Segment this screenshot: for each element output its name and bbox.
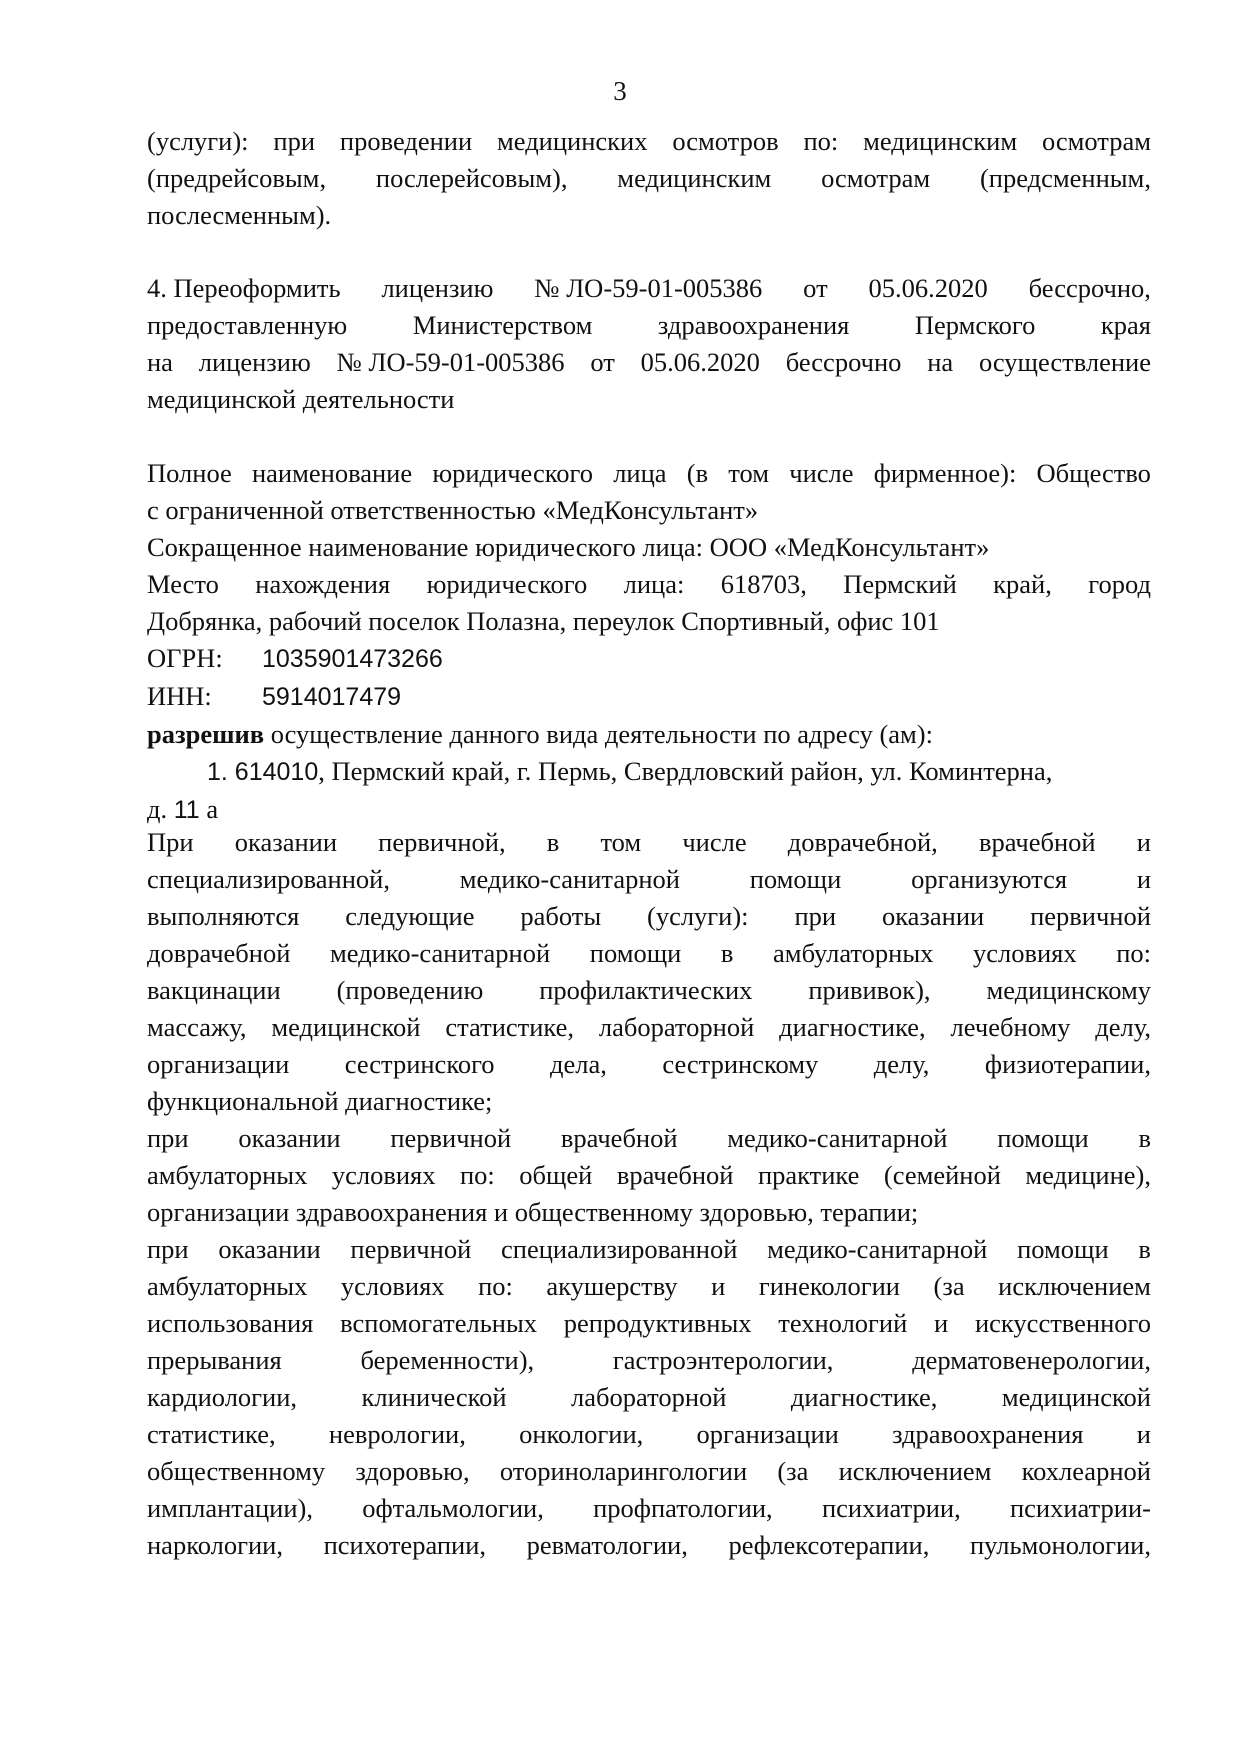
word: исключением (998, 1271, 1151, 1301)
word: акушерству (546, 1271, 678, 1301)
word: (проведению (336, 975, 484, 1005)
address-prefix: 1. 614010 (207, 758, 319, 786)
word: статистике, (147, 1419, 276, 1449)
word: пульмонологии, (969, 1530, 1151, 1560)
ogrn-value: 1035901473266 (262, 645, 443, 673)
word: оказании (234, 827, 337, 857)
word: оказании (218, 1234, 321, 1264)
word: медико-санитарной (329, 938, 551, 968)
word: предоставленную (147, 310, 348, 340)
word: по: (803, 126, 839, 156)
word: при (147, 1123, 189, 1153)
word: ревматологии, (526, 1530, 688, 1560)
word: амбулаторных (773, 938, 934, 968)
word: город (1088, 569, 1151, 599)
word: Пермского (914, 310, 1036, 340)
word: помощи (997, 1123, 1089, 1153)
word: массажу, (147, 1012, 247, 1042)
word: лечебному (950, 1012, 1071, 1042)
word: сестринского (344, 1049, 495, 1079)
word: психотерапии, (323, 1530, 487, 1560)
word: в (720, 938, 734, 968)
word: (за (933, 1271, 965, 1301)
word: первичной (350, 1234, 472, 1264)
address-line-1 (147, 753, 1151, 791)
word: медико-санитарной (459, 864, 680, 894)
word: медицинскому (986, 975, 1151, 1005)
page-number: 3 (613, 76, 627, 106)
word: организации (147, 1049, 290, 1079)
word: числе (789, 458, 854, 488)
word: лицензию (381, 273, 494, 303)
full-name-line-1 (147, 455, 1151, 492)
services-line (147, 1046, 1151, 1083)
word: врачебной (616, 1160, 734, 1190)
word: врачебной (560, 1123, 678, 1153)
word: кохлеарной (1021, 1456, 1151, 1486)
word: по: (459, 1160, 495, 1190)
word: 05.06.2020 (640, 347, 760, 377)
word: (за (777, 1456, 809, 1486)
word: следующие (345, 901, 475, 931)
word: гастроэнтерологии, (612, 1345, 834, 1375)
word: осмотров (672, 126, 779, 156)
word: организуются (911, 864, 1068, 894)
services-paragraph-2 (147, 1120, 1151, 1194)
word: на (147, 347, 173, 377)
address-house: 11 (173, 796, 200, 824)
location-line-2: Добрянка, рабочий поселок Полазна, переулок Спортивный, офис 101 (147, 606, 940, 636)
word: условиях (340, 1271, 445, 1301)
word: Полное (147, 458, 232, 488)
word: и (1136, 827, 1151, 857)
services-line (147, 1231, 1151, 1268)
item-4-line-1 (147, 270, 1151, 307)
services-line (147, 1268, 1151, 1305)
word: лица: (623, 569, 685, 599)
intro-line-3: послесменным). (147, 200, 332, 230)
services-paragraph-2-end: организации здравоохранения и общественному здоровью, терапии; (147, 1197, 919, 1227)
word: числе (682, 827, 747, 857)
full-name-line-2: с ограниченной ответственностью «МедКонсультант» (147, 495, 759, 525)
inn-label: ИНН: (147, 681, 212, 711)
word: том (600, 827, 642, 857)
word: и (711, 1271, 726, 1301)
ogrn-row (147, 640, 1151, 678)
services-line (147, 1379, 1151, 1416)
inn-row (147, 678, 1151, 716)
word: лабораторной (598, 1012, 755, 1042)
word: психиатрии, (821, 1493, 961, 1523)
word: лицензию (198, 347, 311, 377)
word: здоровью, (355, 1456, 470, 1486)
word: первичной (1030, 901, 1151, 931)
word: исключением (838, 1456, 992, 1486)
word: общей (519, 1160, 593, 1190)
word: диагностике, (779, 1012, 926, 1042)
word: практике (757, 1160, 860, 1190)
word: (услуги): (147, 126, 249, 156)
word: помощи (749, 864, 842, 894)
word: от (803, 273, 828, 303)
address-house-prefix: д. (147, 794, 174, 824)
word: оказании (238, 1123, 341, 1153)
word: здравоохранения (657, 310, 850, 340)
services-line (147, 861, 1151, 898)
word: дела, (550, 1049, 607, 1079)
word: том (728, 458, 770, 488)
word: помощи (1017, 1234, 1109, 1264)
word: вспомогательных (340, 1308, 538, 1338)
services-line (147, 898, 1151, 935)
word: и (1136, 1419, 1151, 1449)
word: При (147, 827, 194, 857)
word: первичной, (378, 827, 506, 857)
word: (предсменным, (979, 163, 1151, 193)
word: по: (1116, 938, 1151, 968)
word: клинической (361, 1382, 507, 1412)
services-line (147, 935, 1151, 972)
word: № ЛО-59-01-005386 (534, 273, 763, 303)
services-paragraph-3 (147, 1231, 1151, 1564)
services-line (147, 1527, 1151, 1564)
word: осуществление (978, 347, 1151, 377)
word: дерматовенерологии, (912, 1345, 1151, 1375)
word: медицинской (1001, 1382, 1151, 1412)
word: беременности), (360, 1345, 535, 1375)
word: медицине), (1025, 1160, 1151, 1190)
word: специализированной, (147, 864, 390, 894)
word: репродуктивных (563, 1308, 752, 1338)
word: оториноларингологии (499, 1456, 748, 1486)
services-line (147, 1009, 1151, 1046)
word: фирменное): (873, 458, 1017, 488)
word: диагностике, (790, 1382, 938, 1412)
word: 05.06.2020 (868, 273, 988, 303)
word: на (927, 347, 954, 377)
word: (в (686, 458, 709, 488)
services-line (147, 1490, 1151, 1527)
short-name: Сокращенное наименование юридического лица: ООО «МедКонсультант» (147, 532, 990, 562)
word: край, (993, 569, 1052, 599)
entity-details (147, 455, 1151, 829)
word: и (1136, 864, 1151, 894)
word: Пермский (843, 569, 957, 599)
word: работы (520, 901, 602, 931)
word: условиях (972, 938, 1077, 968)
word: условиях (331, 1160, 436, 1190)
word: рефлексотерапии, (728, 1530, 930, 1560)
address-rest: , Пермский край, г. Пермь, Свердловский район, ул. Коминтерна, (318, 756, 1053, 786)
inn-value: 5914017479 (262, 683, 402, 711)
word: бессрочно, (1028, 273, 1151, 303)
word: искусственного (974, 1308, 1151, 1338)
item-4-paragraph (147, 270, 1151, 418)
word: Общество (1036, 458, 1151, 488)
word: офтальмологии, (362, 1493, 544, 1523)
word: наименование (251, 458, 413, 488)
word: помощи (589, 938, 682, 968)
word: (услуги): (647, 901, 749, 931)
word: медицинской (271, 1012, 421, 1042)
intro-line-2 (147, 160, 1151, 197)
word: статистике, (445, 1012, 575, 1042)
word: осмотрам (1041, 126, 1151, 156)
word: лабораторной (571, 1382, 727, 1412)
word: 618703, (720, 569, 807, 599)
word: выполняются (147, 901, 300, 931)
word: организации (696, 1419, 839, 1449)
address-house-suffix: а (199, 794, 219, 824)
word: оказании (881, 901, 985, 931)
word: осмотрам (821, 163, 931, 193)
word: гинекологии (758, 1271, 900, 1301)
item-4-line-3 (147, 344, 1151, 381)
services-line (147, 1453, 1151, 1490)
word: лица (613, 458, 667, 488)
services-line (147, 972, 1151, 1009)
word: сестринскому (662, 1049, 819, 1079)
word: при (794, 901, 837, 931)
word: по: (478, 1271, 513, 1301)
intro-paragraph (147, 123, 1151, 234)
word: в (1138, 1234, 1151, 1264)
word: имплантации), (147, 1493, 313, 1523)
word: медицинским (863, 126, 1018, 156)
word: общественному (147, 1456, 326, 1486)
word: доврачебной (147, 938, 291, 968)
word: при (273, 126, 316, 156)
word: № ЛО-59-01-005386 (336, 347, 565, 377)
word: медицинским (617, 163, 772, 193)
word: при (147, 1234, 189, 1264)
word: доврачебной, (787, 827, 938, 857)
item-4-line-2 (147, 307, 1151, 344)
word: медицинских (497, 126, 648, 156)
word: прерывания (147, 1345, 282, 1375)
word: юридического (432, 458, 593, 488)
word: специализированной (501, 1234, 738, 1264)
word: юридического (426, 569, 588, 599)
word: Место (147, 569, 219, 599)
word: от (590, 347, 615, 377)
word: (семейной (883, 1160, 1001, 1190)
word: медико-санитарной (727, 1123, 948, 1153)
word: проведении (339, 126, 473, 156)
word: первичной (390, 1123, 512, 1153)
word: врачебной (978, 827, 1096, 857)
word: технологий (778, 1308, 908, 1338)
word: вакцинации (147, 975, 281, 1005)
word: амбулаторных (147, 1271, 308, 1301)
services-line (147, 1157, 1151, 1194)
services-line (147, 824, 1151, 861)
word: делу, (873, 1049, 930, 1079)
word: края (1100, 310, 1151, 340)
word: неврологии, (328, 1419, 466, 1449)
word: физиотерапии, (984, 1049, 1151, 1079)
word: нахождения (255, 569, 391, 599)
word: здравоохранения (892, 1419, 1084, 1449)
word: делу, (1095, 1012, 1151, 1042)
services-line (147, 1342, 1151, 1379)
permission-text: осуществление данного вида деятельности по адресу (ам): (264, 719, 933, 749)
word: прививок), (808, 975, 931, 1005)
word: амбулаторных (147, 1160, 308, 1190)
word: наркологии, (147, 1530, 283, 1560)
word: в (1138, 1123, 1151, 1153)
permission-line (147, 716, 1151, 753)
permission-bold-word: разрешив (147, 719, 265, 749)
word: профилактических (539, 975, 753, 1005)
intro-line-1 (147, 123, 1151, 160)
word: бессрочно (785, 347, 902, 377)
services-section (147, 824, 1151, 1564)
services-line (147, 1305, 1151, 1342)
word: в (546, 827, 560, 857)
word: профпатологии, (593, 1493, 773, 1523)
word: медико-санитарной (767, 1234, 988, 1264)
word: и (934, 1308, 949, 1338)
word: онкологии, (519, 1419, 644, 1449)
item-4-line-4: медицинской деятельности (147, 384, 455, 414)
ogrn-label: ОГРН: (147, 643, 223, 673)
word: послерейсовым), (375, 163, 568, 193)
services-line (147, 1416, 1151, 1453)
word: психиатрии- (1009, 1493, 1151, 1523)
word: 4. Переоформить (147, 273, 341, 303)
word: (предрейсовым, (147, 163, 327, 193)
word: кардиологии, (147, 1382, 298, 1412)
services-line (147, 1120, 1151, 1157)
services-paragraph-1 (147, 824, 1151, 1083)
services-paragraph-1-end: функциональной диагностике; (147, 1086, 493, 1116)
location-line-1 (147, 566, 1151, 603)
word: использования (147, 1308, 314, 1338)
word: Министерством (412, 310, 593, 340)
